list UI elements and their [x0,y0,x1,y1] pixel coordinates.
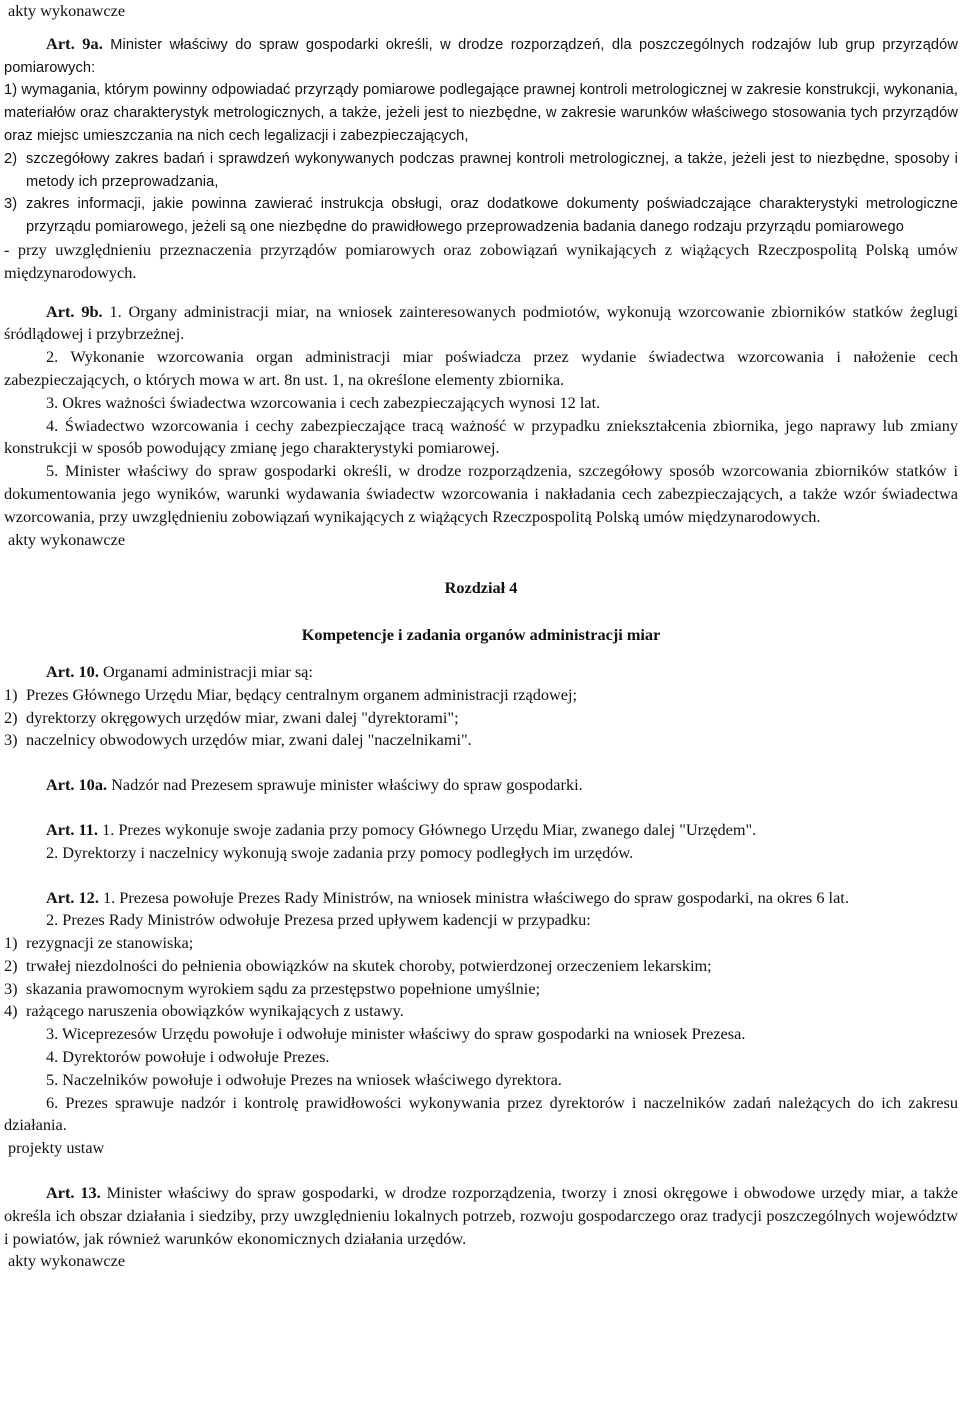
art9b-para-2: 2. Wykonanie wzorcowania organ administracji miar poświadcza przez wydanie świadectwa wzorcowania i nałożenie cech zabezpieczających, o których mowa w art. 8n ust. 1, na określone elementy zbiornika. [4,347,958,389]
article-9b [4,301,958,529]
art9a-closing: - przy uwzględnieniu przeznaczenia przyrządów pomiarowych oraz zobowiązań wynikających z wiążących Rzeczpospolitą Polską umów międzynarodowych. [4,239,958,282]
art11-label: Art. 11. [46,819,98,839]
art10-item-3: 3) naczelnicy obwodowych urzędów miar, zwani dalej "naczelnikami". [4,730,472,750]
article-9a [4,33,958,285]
link-akty-wykonawcze-bottom[interactable]: akty wykonawcze [8,1251,126,1271]
art12-item-1: 1) rezygnacji ze stanowiska; [4,933,194,953]
art12-para-4: 4. Dyrektorów powołuje i odwołuje Prezes. [46,1047,330,1067]
art9a-label: Art. 9a. [46,33,103,53]
article-10 [4,661,958,752]
art11-para-1: Art. 11. 1. Prezes wykonuje swoje zadania przy pomocy Głównego Urzędu Miar, zwanego dalej "Urzędem". [46,819,757,839]
article-12 [4,887,958,1138]
art11-para-2: 2. Dyrektorzy i naczelnicy wykonują swoje zadania przy pomocy podległych im urzędów. [46,842,634,862]
art10-intro: Art. 10. Organami administracji miar są: [46,661,313,681]
art12-para-6: 6. Prezes sprawuje nadzór i kontrolę prawidłowości wykonywania przez dyrektorów i naczelników zadań należących do ich zakresu działania. [4,1092,958,1135]
art13-label: Art. 13. [46,1183,101,1203]
art12-para-2: 2. Prezes Rady Ministrów odwołuje Prezesa przed upływem kadencji w przypadku: [46,910,591,930]
link-akty-wykonawcze-art9b[interactable]: akty wykonawcze [8,529,126,549]
art12-item-4: 4) rażącego naruszenia obowiązków wynikających z ustawy. [4,1001,404,1021]
article-13: Art. 13. Minister właściwy do spraw gospodarki, w drodze rozporządzenia, tworzy i znosi okręgowe i obwodowe urzędy miar, a także określa ich obszar działania i siedziby, przy uwzględnieniu lokalnych potrzeb, rozwoju gospodarczego oraz tradycji poszczególnych województw i powiatów, jak również warunków ekonomicznych działania urzędów. [4,1183,959,1248]
art9b-para-1: Art. 9b. 1. Organy administracji miar, na wniosek zainteresowanych podmiotów, wykonują wzorcowanie zbiorników statków żeglugi śródlądowej i przybrzeżnej. [4,301,959,344]
art9b-para-3: 3. Okres ważności świadectwa wzorcowania i cech zabezpieczających wynosi 12 lat. [46,392,601,412]
art9a-item-2: 2) szczegółowy zakres badań i sprawdzeń wykonywanych podczas prawnej kontroli metrologicznej, a także, jeżeli jest to niezbędne, sposoby i metody ich przeprowadzania, [4,150,958,190]
art12-para-1: Art. 12. 1. Prezesa powołuje Prezes Rady Ministrów, na wniosek ministra właściwego do spraw gospodarki, na okres 6 lat. [46,887,849,907]
article-11 [4,819,958,865]
link-akty-wykonawcze-top[interactable]: akty wykonawcze [8,1,126,20]
chapter-number: Rozdział 4 [444,578,518,598]
art12-label: Art. 12. [46,887,99,907]
art12-item-2: 2) trwałej niezdolności do pełnienia obowiązków na skutek choroby, potwierdzonej orzeczeniem lekarskim; [4,955,712,975]
article-10a: Art. 10a. Nadzór nad Prezesem sprawuje minister właściwy do spraw gospodarki. [46,775,583,795]
art9a-item-1: 1) wymagania, którym powinny odpowiadać przyrządy pomiarowe podlegające prawnej kontroli metrologicznej w zakresie konstrukcji, wykonania, materiałów oraz charakterystyk metrologicznych, a także, jeżeli jest to niezbędne, w zakresie warunków właściwego stosowania tych przyrządów oraz miejsc umieszczania na nich cech legalizacji i zabezpieczających, [4,82,958,144]
art9b-para-5: 5. Minister właściwy do spraw gospodarki określi, w drodze rozporządzenia, szczegółowy sposób wzorcowania zbiorników statków i dokumentowania jego wyników, warunki wydawania świadectw wzorcowania i nakładania cech zabezpieczających, a także wzór świadectwa wzorcowania, przy uwzględnieniu zobowiązań wynikających z wiążących Rzeczpospolitą Polską umów międzynarodowych. [4,461,958,526]
art9a-item-3: 3) zakres informacji, jakie powinna zawierać instrukcja obsługi, oraz dodatkowe dokumenty poświadczające charakterystyki metrologiczne przyrządu pomiarowego, jeżeli są one niezbędne do prawidłowego przeprowadzenia badania danego rodzaju przyrządu pomiarowego [4,196,958,236]
art9b-para-4: 4. Świadectwo wzorcowania i cechy zabezpieczające tracą ważność w przypadku zniekształcenia zbiornika, jego naprawy lub zmiany konstrukcji w sposób powodujący zmianę jego charakterystyki pomiarowej. [4,415,958,458]
art12-para-5: 5. Naczelników powołuje i odwołuje Prezes na wniosek właściwego dyrektora. [46,1069,562,1089]
art12-item-3: 3) skazania prawomocnym wyrokiem sądu za przestępstwo popełnione umyślnie; [4,978,541,998]
document-page [4,0,958,1273]
art10a-label: Art. 10a. [46,775,108,795]
art10-item-1: 1) Prezes Głównego Urzędu Miar, będący centralnym organem administracji rządowej; [4,684,578,704]
link-projekty-ustaw[interactable]: projekty ustaw [8,1138,105,1158]
art10-item-2: 2) dyrektorzy okręgowych urzędów miar, zwani dalej "dyrektorami"; [4,707,459,727]
art9b-label: Art. 9b. [46,301,103,321]
chapter-title: Kompetencje i zadania organów administracji miar [301,625,661,645]
art10-label: Art. 10. [46,661,99,681]
art12-para-3: 3. Wiceprezesów Urzędu powołuje i odwołuje minister właściwy do spraw gospodarki na wniosek Prezesa. [46,1024,746,1044]
art9a-intro: Art. 9a. Minister właściwy do spraw gospodarki określi, w drodze rozporządzeń, dla poszczególnych rodzajów lub grup przyrządów pomiarowych: [4,33,958,76]
